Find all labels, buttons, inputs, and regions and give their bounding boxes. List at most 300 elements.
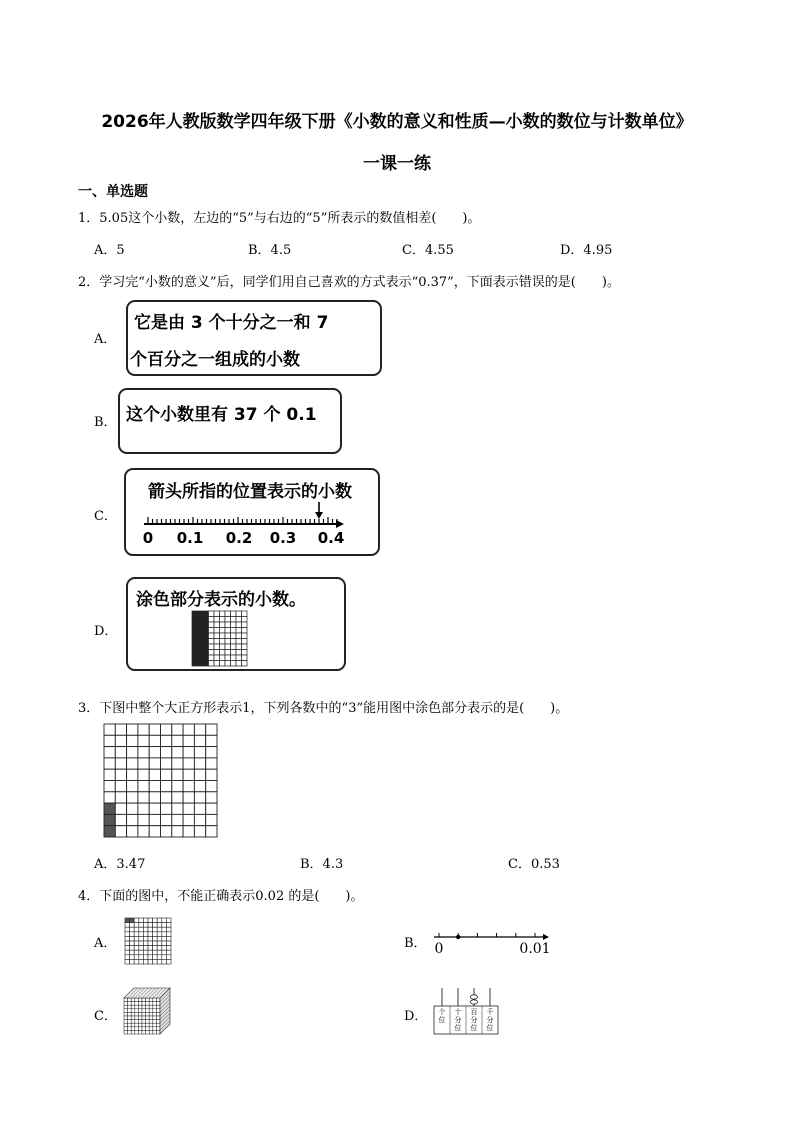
q4-c-front-cell [156,1020,160,1024]
q2-c-tick-2: 0.2 [225,529,253,547]
q3-grid-cell [127,814,138,825]
q2-d-grid-cell [214,617,220,623]
q4-c-front-cell [153,1002,157,1006]
q4-c-front-cell [142,1023,146,1027]
q3-grid-cell [115,747,126,758]
q3-grid-cell [149,781,160,792]
q2-d-grid-cell [203,661,209,667]
q4-c-front-cell [128,1027,132,1031]
q4-a-grid-cell [130,950,135,955]
q3-grid-cell [206,792,217,803]
q4-a-grid-cell [162,955,167,960]
q2-d-grid-cell [225,655,231,661]
q2-d-grid-cell [236,650,242,656]
q4-b-tick-0: 0 [434,941,444,957]
q2-d-grid-cell [225,639,231,645]
q2-option-a-card[interactable] [126,300,382,376]
q3-grid-cell [104,826,115,837]
q4-c-front-cell [124,1027,128,1031]
q4-c-front-cell [131,1020,135,1024]
q4-c-front-cell [124,1002,128,1006]
q4-label-a[interactable]: A． [94,936,117,951]
q1-option-c[interactable]: C．4.55 [402,243,454,258]
q2-d-grid-cell [225,628,231,634]
q3-grid-cell [194,747,205,758]
q2-d-grid-cell [231,655,237,661]
q4-c-front-cell [142,1005,146,1009]
q4-d-place-label: 分 [470,1016,478,1024]
q4-a-grid-cell [166,932,171,937]
q4-c-front-cell [153,1016,157,1020]
q4-a-grid-cell [143,932,148,937]
q2-d-grid-cell [209,633,215,639]
q3-grid-cell [161,758,172,769]
q2-d-grid-cell [209,628,215,634]
q4-a-grid-cell [153,927,158,932]
q3-grid-cell [138,724,149,735]
q4-c-front-cell [142,1016,146,1020]
q3-grid-cell [172,814,183,825]
q2-d-grid-cell [209,655,215,661]
q4-c-front-cell [138,1023,142,1027]
q4-a-grid-cell [134,959,139,964]
q2-label-a[interactable]: A． [94,332,117,347]
q3-grid-cell [161,724,172,735]
q2-d-grid-cell [231,622,237,628]
q4-c-front-cell [131,998,135,1002]
q4-c-front-cell [128,1002,132,1006]
q3-grid-cell [138,781,149,792]
q2-d-grid-cell [220,661,226,667]
q4-a-grid-cell [153,955,158,960]
q4-c-front-cell [128,1009,132,1013]
q4-a-grid-cell [125,955,130,960]
q4-a-grid-cell [166,936,171,941]
q4-a-hundred-grid[interactable] [124,917,174,967]
q4-a-grid-cell [153,923,158,928]
q2-d-grid-cell [192,639,198,645]
q2-d-grid-cell [198,655,204,661]
q2-d-grid-cell [209,644,215,650]
q4-d-place-label: 分 [486,1016,494,1024]
q3-grid-cell [138,769,149,780]
q4-c-front-cell [131,1012,135,1016]
q3-grid-cell [149,769,160,780]
q4-a-grid-cell [130,941,135,946]
q4-c-front-cell [156,1030,160,1034]
q3-grid-cell [206,826,217,837]
q2-d-grid-cell [203,611,209,617]
q3-grid-cell [149,792,160,803]
q2-d-grid-cell [192,633,198,639]
q4-a-grid-cell [139,927,144,932]
q4-a-grid-cell [139,950,144,955]
q4-d-abacus[interactable] [432,986,502,1036]
q4-a-grid-cell [157,936,162,941]
q4-c-front-cell [153,1030,157,1034]
q4-c-front-cell [135,1030,139,1034]
q3-grid-cell [172,735,183,746]
q4-c-front-cell [124,1023,128,1027]
q2-label-b[interactable]: B． [94,415,117,430]
q4-c-front-cell [146,1012,150,1016]
q4-c-front-cell [156,1009,160,1013]
q4-c-front-cell [156,998,160,1002]
q4-a-grid-cell [148,936,153,941]
q2-d-grid-cell [203,622,209,628]
q4-a-grid-cell [143,955,148,960]
q4-d-bead [471,995,478,999]
q3-grid-cell [194,724,205,735]
q4-a-grid-cell [134,932,139,937]
q3-grid-cell [194,814,205,825]
q3-option-a[interactable]: A．3.47 [94,857,146,872]
q4-c-front-cell [131,1027,135,1031]
q4-a-grid-cell [162,932,167,937]
q3-grid-cell [104,747,115,758]
q3-grid-cell [138,758,149,769]
q4-c-front-cell [138,1020,142,1024]
q2-d-grid-cell [198,633,204,639]
q2-d-grid-cell [192,661,198,667]
q2-d-grid-cell [236,655,242,661]
q2-c-pointer-head [315,512,323,519]
q4-a-grid-cell [130,923,135,928]
q4-c-front-cell [149,1027,153,1031]
q3-grid-cell [127,792,138,803]
q4-c-front-cell [153,1012,157,1016]
q4-c-front-cell [124,1020,128,1024]
q4-a-grid-cell [157,923,162,928]
q2-label-d[interactable]: D． [94,624,118,639]
q4-b-number-line[interactable] [432,922,552,956]
q3-grid-cell [183,814,194,825]
q3-grid-cell [161,769,172,780]
q3-grid-cell [172,781,183,792]
q4-a-grid-cell [143,936,148,941]
q4-c-front-cell [128,998,132,1002]
q4-c-front-cell [135,998,139,1002]
q4-a-grid-cell [125,950,130,955]
q4-c-front-cell [153,1009,157,1013]
q1-option-a[interactable]: A．5 [94,243,125,258]
q4-d-place-label: 位 [454,1024,462,1032]
q3-grid-cell [194,826,205,837]
q4-c-front-cell [138,1002,142,1006]
q2-d-grid-cell [198,617,204,623]
q3-grid-cell [115,803,126,814]
q4-c-front-cell [135,1027,139,1031]
q2-c-tick-3: 0.3 [269,529,297,547]
q3-grid-cell [115,826,126,837]
q3-option-c[interactable]: C．0.53 [508,857,560,872]
q4-a-grid-cell [134,918,139,923]
q2-d-grid-cell [220,617,226,623]
q4-c-front-cell [124,1005,128,1009]
q4-a-grid-cell [143,927,148,932]
q3-grid-cell [149,814,160,825]
q4-c-front-cell [142,998,146,1002]
q4-c-front-cell [146,1020,150,1024]
q2-d-grid-cell [242,639,248,645]
q4-c-front-cell [149,1005,153,1009]
q3-grid-cell [161,747,172,758]
q3-grid-cell [194,735,205,746]
q4-a-grid-cell [125,918,130,923]
q4-a-grid-cell [153,950,158,955]
q3-grid-cell [194,769,205,780]
q4-a-grid-cell [125,927,130,932]
q2-d-grid-cell [231,661,237,667]
q3-grid-cell [206,814,217,825]
q4-b-point [456,935,460,939]
q4-c-front-cell [128,1020,132,1024]
q2-d-grid-cell [220,655,226,661]
q4-a-grid-cell [139,932,144,937]
q2-d-grid-cell [236,639,242,645]
q4-d-place-label: 百 [470,1008,478,1016]
q4-a-grid-cell [157,950,162,955]
q3-grid-cell [115,724,126,735]
q4-c-front-cell [142,1027,146,1031]
q4-c-front-cell [128,1023,132,1027]
q2-d-grid-cell [214,639,220,645]
q4-c-front-cell [135,1020,139,1024]
q4-a-grid-cell [139,946,144,951]
q4-c-front-cell [149,1002,153,1006]
q4-a-grid-cell [157,941,162,946]
q4-a-grid-cell [166,950,171,955]
q3-grid-cell [138,826,149,837]
q2-d-grid-cell [231,633,237,639]
q2-label-c[interactable]: C． [94,509,117,524]
q1-option-b[interactable]: B．4.5 [248,243,292,258]
q2-d-grid-cell [220,611,226,617]
q3-grid-cell [149,826,160,837]
q2-b-text: 这个小数里有 37 个 0.1 [126,405,317,425]
q2-d-grid-cell [225,650,231,656]
q3-grid-cell [115,781,126,792]
q3-grid-cell [138,792,149,803]
q4-c-front-cell [146,1009,150,1013]
q3-grid-cell [183,724,194,735]
q4-a-grid-cell [139,955,144,960]
q2-c-number-line [126,470,378,554]
q3-grid-cell [161,814,172,825]
q4-a-grid-cell [143,959,148,964]
q2-d-grid-cell [198,661,204,667]
q4-a-grid-cell [130,918,135,923]
q4-a-grid-cell [130,946,135,951]
q4-a-grid-cell [148,946,153,951]
q4-c-front-cell [142,1012,146,1016]
q4-c-front-cell [149,1009,153,1013]
q2-option-c-card[interactable] [124,468,380,556]
q2-d-grid-cell [203,633,209,639]
q3-grid-cell [172,769,183,780]
q2-option-d-card[interactable] [126,577,346,671]
q3-grid-cell [183,826,194,837]
q3-grid-cell [149,803,160,814]
q3-grid-cell [172,724,183,735]
q2-d-grid-cell [214,650,220,656]
q4-a-grid-cell [148,918,153,923]
q2-d-grid-cell [214,622,220,628]
q2-d-grid-cell [236,628,242,634]
q4-c-front-cell [131,1016,135,1020]
q4-label-d[interactable]: D． [404,1009,428,1024]
section-heading: 一、单选题 [78,184,148,200]
q2-d-grid-cell [192,650,198,656]
q3-grid-cell [127,803,138,814]
q4-c-front-cell [124,1009,128,1013]
q4-a-grid-cell [125,959,130,964]
q3-grid-cell [183,735,194,746]
q3-grid-cell [206,803,217,814]
q4-a-grid-cell [166,927,171,932]
q4-a-grid-cell [134,955,139,960]
q2-d-grid-cell [236,622,242,628]
q4-a-grid-cell [134,923,139,928]
q2-d-grid-cell [231,639,237,645]
q2-option-b-card[interactable] [118,388,342,454]
q4-c-front-cell [138,998,142,1002]
q2-d-grid-cell [209,639,215,645]
q3-grid-cell [172,826,183,837]
q4-a-grid-cell [143,946,148,951]
q4-a-grid-cell [125,923,130,928]
q3-grid-cell [138,803,149,814]
q2-d-grid-cell [198,644,204,650]
q4-c-front-cell [135,1012,139,1016]
q4-label-c[interactable]: C． [94,1009,117,1024]
q4-a-grid-cell [148,941,153,946]
q4-c-front-cell [135,1002,139,1006]
question-2-stem: 2．学习完“小数的意义”后，同学们用自己喜欢的方式表示“0.37”，下面表示错误的是( )。 [78,275,620,290]
q4-a-grid-cell [166,918,171,923]
q4-c-front-cell [138,1012,142,1016]
q3-grid-cell [115,814,126,825]
q4-a-grid-cell [148,932,153,937]
q3-option-b[interactable]: B．4.3 [300,857,344,872]
q1-option-d[interactable]: D．4.95 [560,243,613,258]
q4-a-grid-cell [153,918,158,923]
q2-d-grid-cell [192,655,198,661]
page-title: 2026年人教版数学四年级下册《小数的意义和性质—小数的数位与计数单位》 [101,112,693,132]
q4-c-front-cell [138,1009,142,1013]
q3-grid-cell [183,769,194,780]
q4-a-grid-cell [153,932,158,937]
q3-grid-cell [161,735,172,746]
q3-grid-cell [206,735,217,746]
q2-d-grid-cell [231,628,237,634]
q4-d-place-label: 个 [438,1008,446,1016]
q2-d-grid-cell [203,639,209,645]
q4-a-grid-cell [139,923,144,928]
q4-c-front-cell [124,1016,128,1020]
q2-d-grid-cell [242,617,248,623]
q3-grid-cell [127,735,138,746]
q4-a-grid-cell [166,959,171,964]
q4-a-grid-cell [125,932,130,937]
q2-d-grid-cell [220,633,226,639]
q2-d-grid-cell [242,644,248,650]
q2-d-grid-cell [198,628,204,634]
q2-d-grid-cell [203,655,209,661]
q2-d-grid-cell [220,628,226,634]
q4-a-grid-cell [157,946,162,951]
q4-a-grid-cell [130,959,135,964]
q4-c-front-cell [156,1023,160,1027]
q4-a-grid-cell [148,955,153,960]
q4-a-grid-cell [134,936,139,941]
q4-d-bead [471,1000,478,1004]
q4-c-front-cell [146,1002,150,1006]
q4-c-front-cell [131,1009,135,1013]
q4-c-front-cell [131,1002,135,1006]
q4-a-grid-cell [162,950,167,955]
q2-c-text: 箭头所指的位置表示的小数 [148,482,352,502]
q4-label-b[interactable]: B． [404,936,427,951]
q3-grid-cell [172,803,183,814]
q2-d-grid-cell [225,622,231,628]
q2-d-grid-cell [198,611,204,617]
q3-hundred-grid [103,723,217,837]
q4-d-place-label: 十 [454,1008,462,1016]
q4-a-grid-cell [166,941,171,946]
q4-a-grid-cell [157,918,162,923]
q2-d-grid-cell [192,617,198,623]
q4-a-grid-cell [162,941,167,946]
q2-d-grid-cell [242,650,248,656]
q2-d-grid-cell [214,628,220,634]
q3-grid-cell [127,781,138,792]
q4-a-grid-cell [130,955,135,960]
q4-c-front-cell [146,1016,150,1020]
q3-grid-cell [104,803,115,814]
q4-c-front-cell [128,1005,132,1009]
q4-c-front-cell [153,1005,157,1009]
q3-grid-cell [183,803,194,814]
q2-d-grid-cell [225,611,231,617]
q3-grid-cell [149,724,160,735]
q2-d-grid-cell [242,633,248,639]
q4-c-front-cell [156,1016,160,1020]
q2-d-grid-cell [242,661,248,667]
q3-grid-cell [161,826,172,837]
q4-d-place-label: 分 [454,1016,462,1024]
q4-a-grid-cell [143,950,148,955]
q2-d-grid-cell [242,611,248,617]
q2-d-grid-cell [231,611,237,617]
q2-d-grid-cell [192,644,198,650]
q4-c-front-cell [146,1027,150,1031]
q2-d-grid-cell [225,633,231,639]
q2-d-grid-cell [242,628,248,634]
q4-a-grid-cell [130,932,135,937]
q4-c-front-cell [128,1012,132,1016]
q4-a-grid-cell [153,946,158,951]
q3-grid-cell [104,792,115,803]
q4-a-grid-cell [125,941,130,946]
q2-d-grid-cell [236,633,242,639]
q4-c-thousand-cube[interactable] [122,986,182,1034]
q2-d-grid-cell [214,611,220,617]
q3-grid-cell [138,735,149,746]
q2-d-grid-cell [220,622,226,628]
q3-grid-cell [104,781,115,792]
q3-grid-cell [115,769,126,780]
